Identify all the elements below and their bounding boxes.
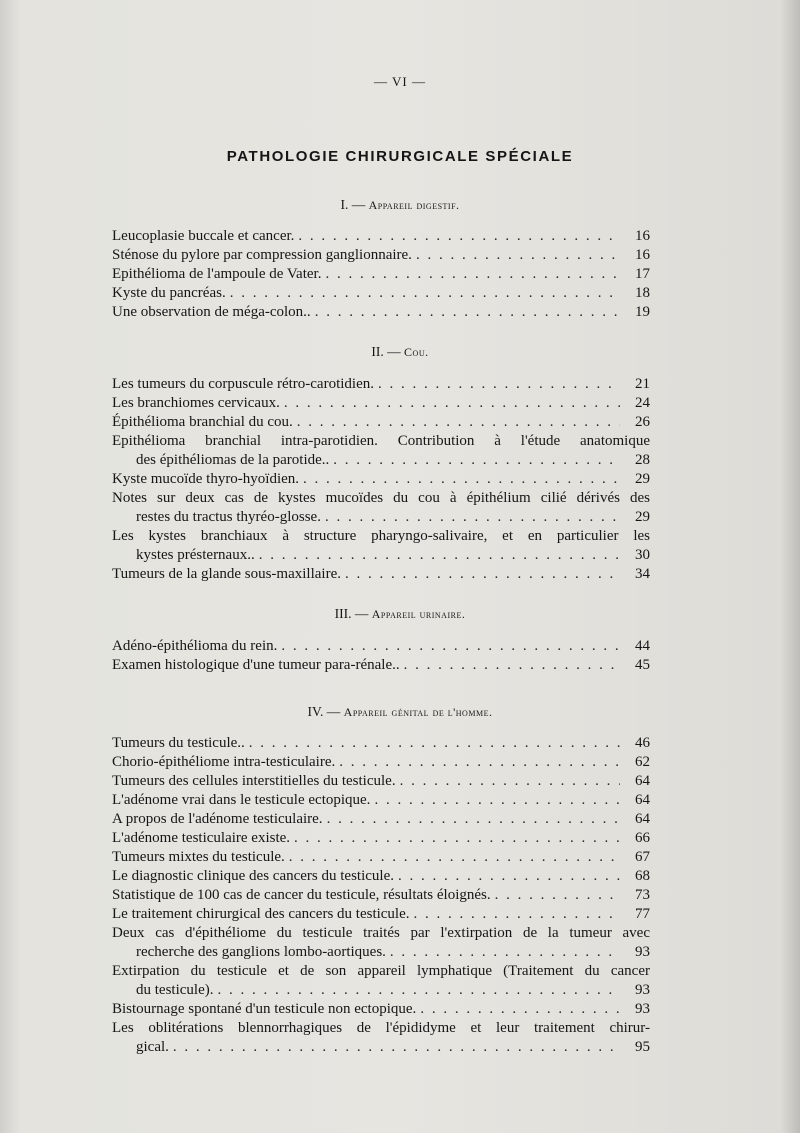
- toc-entry[interactable]: Kyste du pancréas. . . . 18: [112, 284, 650, 303]
- toc-entry[interactable]: Epithélioma de l'ampoule de Vater. . . . 17: [112, 265, 650, 284]
- toc-entry-first-line: Epithélioma branchial intra-parotidien. Contribution à l'étude anatomique: [112, 433, 650, 449]
- toc-entry-multiline[interactable]: Les kystes branchiaux à structure pharyngo-salivaire, et en particulier les kystes présternaux.. . . . 30: [112, 527, 650, 565]
- toc-entry[interactable]: Statistique de 100 cas de cancer du testicule, résultats éloignés. . . . 73: [112, 886, 650, 905]
- section-entries: [112, 375, 650, 584]
- toc-entry[interactable]: Tumeurs des cellules interstitielles du testicule. . . . 64: [112, 772, 650, 791]
- toc-entry-multiline[interactable]: Extirpation du testicule et de son appareil lymphatique (Traitement du cancer du testicule). . . . 93: [112, 962, 650, 1000]
- section-name: Appareil génital de l'homme.: [343, 705, 493, 719]
- toc-entry[interactable]: Kyste mucoïde thyro-hyoïdien. . . . 29: [112, 470, 650, 489]
- page-number: — VI —: [374, 74, 426, 89]
- section-heading-appareil-digestif: [0, 197, 800, 213]
- toc-entry[interactable]: Tumeurs du testicule.. . . . 46: [112, 734, 650, 753]
- section-entries: [112, 734, 650, 1057]
- toc-entry[interactable]: Le traitement chirurgical des cancers du testicule. . . . 77: [112, 905, 650, 924]
- toc-entry-multiline[interactable]: Notes sur deux cas de kystes mucoïdes du cou à épithélium cilié dérivés des restes du tractus thyréo-glosse. . . . 29: [112, 489, 650, 527]
- toc-entry[interactable]: A propos de l'adénome testiculaire. . . . 64: [112, 810, 650, 829]
- toc-entry-multiline[interactable]: Deux cas d'épithéliome du testicule traités par l'extirpation de la tumeur avec recherche des ganglions lombo-aortiques. . . . 93: [112, 924, 650, 962]
- toc-entry[interactable]: Épithélioma branchial du cou. . . . 26: [112, 413, 650, 432]
- toc-entry-first-line: Deux cas d'épithéliome du testicule traités par l'extirpation de la tumeur avec: [112, 925, 650, 941]
- toc-entry[interactable]: Examen histologique d'une tumeur para-rénale.. . . . 45: [112, 656, 650, 675]
- toc-entry-first-line: Notes sur deux cas de kystes mucoïdes du cou à épithélium cilié dérivés des: [112, 490, 650, 506]
- section-heading-appareil-genital: [0, 704, 800, 720]
- page-title: PATHOLOGIE CHIRURGICALE SPÉCIALE: [226, 148, 574, 165]
- toc-entry[interactable]: Les tumeurs du corpuscule rétro-carotidien. . . . 21: [112, 375, 650, 394]
- section-heading-appareil-urinaire: [0, 606, 800, 622]
- toc-entry[interactable]: Adéno-épithélioma du rein. . . . 44: [112, 637, 650, 656]
- toc-entry[interactable]: L'adénome vrai dans le testicule ectopique. . . . 64: [112, 791, 650, 810]
- section-name: Appareil digestif.: [368, 198, 460, 212]
- toc-entry-first-line: Extirpation du testicule et de son appareil lymphatique (Traitement du cancer: [112, 963, 650, 979]
- section-number: I. —: [340, 197, 366, 212]
- section-number: IV. —: [307, 704, 341, 719]
- toc-entry-multiline[interactable]: Les oblitérations blennorrhagiques de l'épididyme et leur traitement chirur- gical. . . . 95: [112, 1019, 650, 1057]
- section-number: III. —: [334, 606, 369, 621]
- section-heading-cou: [0, 344, 800, 360]
- toc-entry[interactable]: Chorio-épithéliome intra-testiculaire. . . . 62: [112, 753, 650, 772]
- toc-entry[interactable]: Le diagnostic clinique des cancers du testicule. . . . 68: [112, 867, 650, 886]
- toc-entry[interactable]: Tumeurs mixtes du testicule. . . . 67: [112, 848, 650, 867]
- toc-entry[interactable]: Bistournage spontané d'un testicule non ectopique. . . . 93: [112, 1000, 650, 1019]
- toc-entry[interactable]: L'adénome testiculaire existe. . . . 66: [112, 829, 650, 848]
- section-entries: [112, 637, 650, 675]
- toc-entry-first-line: Les kystes branchiaux à structure pharyngo-salivaire, et en particulier les: [112, 528, 650, 544]
- toc-entry[interactable]: Leucoplasie buccale et cancer. . . . 16: [112, 227, 650, 246]
- section-name: Appareil urinaire.: [371, 607, 466, 621]
- toc-entry[interactable]: Les branchiomes cervicaux. . . . 24: [112, 394, 650, 413]
- section-entries: [112, 227, 650, 322]
- toc-entry-multiline[interactable]: Epithélioma branchial intra-parotidien. Contribution à l'étude anatomique des épithéliomas de la parotide.. . . . 28: [112, 432, 650, 470]
- toc-entry[interactable]: Tumeurs de la glande sous-maxillaire. . . . 34: [112, 565, 650, 584]
- section-name: Cou.: [404, 345, 429, 359]
- toc-entry[interactable]: Une observation de méga-colon.. . . . 19: [112, 303, 650, 322]
- section-number: II. —: [371, 344, 401, 359]
- toc-entry-first-line: Les oblitérations blennorrhagiques de l'épididyme et leur traitement chirur-: [112, 1020, 650, 1036]
- toc-entry[interactable]: Sténose du pylore par compression ganglionnaire. . . . 16: [112, 246, 650, 265]
